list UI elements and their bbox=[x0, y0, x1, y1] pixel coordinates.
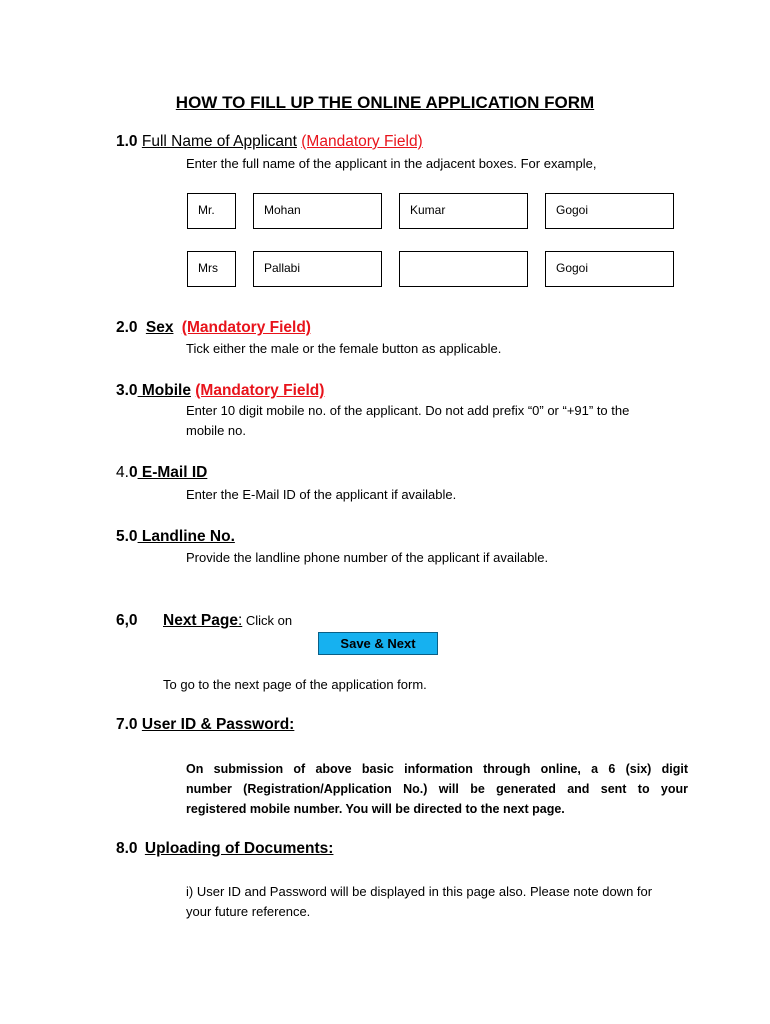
section-number: 7.0 bbox=[116, 716, 138, 733]
section-7-text-line-2: number (Registration/Application No.) will be generated and sent to your bbox=[186, 782, 688, 796]
section-6-heading bbox=[163, 612, 292, 630]
name-example-title-box: Mrs bbox=[187, 251, 236, 287]
section-number: 1.0 bbox=[116, 133, 138, 150]
section-8-heading bbox=[116, 840, 333, 858]
save-and-next-button[interactable]: Save & Next bbox=[318, 632, 438, 655]
section-1-heading bbox=[116, 133, 423, 151]
name-example-first-box: Pallabi bbox=[253, 251, 382, 287]
section-number-digit: 0 bbox=[128, 464, 138, 481]
section-5-description: Provide the landline phone number of the applicant if available. bbox=[186, 550, 549, 565]
section-3-description-line-1: Enter 10 digit mobile no. of the applicant. Do not add prefix “0” or “+91” to the bbox=[186, 403, 630, 418]
section-7-heading bbox=[116, 716, 294, 734]
section-1-description: Enter the full name of the applicant in the adjacent boxes. For example, bbox=[186, 156, 597, 171]
section-label: Landline No. bbox=[137, 528, 235, 545]
section-3-heading bbox=[116, 382, 324, 400]
click-on-text: Click on bbox=[242, 613, 293, 628]
section-3-description-line-2: mobile no. bbox=[186, 423, 246, 438]
section-number: 5.0 bbox=[116, 528, 138, 545]
section-label: User ID & Password: bbox=[141, 716, 295, 733]
section-colon: : bbox=[237, 612, 243, 629]
mandatory-label: (Mandatory Field) bbox=[181, 319, 311, 336]
section-4-description: Enter the E-Mail ID of the applicant if available. bbox=[186, 487, 457, 502]
name-example-middle-box bbox=[399, 251, 528, 287]
section-number: 8.0 bbox=[116, 840, 138, 857]
section-6-description: To go to the next page of the application form. bbox=[163, 677, 427, 692]
section-7-text-line-3: registered mobile number. You will be directed to the next page. bbox=[186, 802, 565, 816]
section-7-text-line-1: On submission of above basic information through online, a 6 (six) digit bbox=[186, 762, 688, 776]
section-8-text-line-1: i) User ID and Password will be displayed in this page also. Please note down for bbox=[186, 884, 653, 899]
section-4-heading bbox=[116, 464, 207, 482]
page-title: HOW TO FILL UP THE ONLINE APPLICATION FORM bbox=[175, 93, 595, 112]
section-2-heading bbox=[116, 319, 311, 337]
name-example-last-box: Gogoi bbox=[545, 251, 674, 287]
mandatory-label: (Mandatory Field) bbox=[301, 133, 423, 150]
name-example-first-box: Mohan bbox=[253, 193, 382, 229]
section-label: Next Page bbox=[163, 612, 238, 629]
section-2-description: Tick either the male or the female button as applicable. bbox=[186, 341, 502, 356]
section-8-text-line-2: your future reference. bbox=[186, 904, 311, 919]
name-example-middle-box: Kumar bbox=[399, 193, 528, 229]
section-label: Uploading of Documents: bbox=[144, 840, 334, 857]
name-example-title-box: Mr. bbox=[187, 193, 236, 229]
section-label: E-Mail ID bbox=[137, 464, 208, 481]
section-label: Sex bbox=[145, 319, 174, 336]
section-5-heading bbox=[116, 528, 235, 546]
section-label: Mobile bbox=[137, 382, 191, 399]
section-number: 3.0 bbox=[116, 382, 138, 399]
name-example-last-box: Gogoi bbox=[545, 193, 674, 229]
section-label: Full Name of Applicant bbox=[141, 133, 297, 150]
mandatory-label: (Mandatory Field) bbox=[195, 382, 325, 399]
section-number: 4. bbox=[116, 464, 129, 481]
section-6-number: 6,0 bbox=[116, 612, 138, 629]
section-number: 2.0 bbox=[116, 319, 138, 336]
